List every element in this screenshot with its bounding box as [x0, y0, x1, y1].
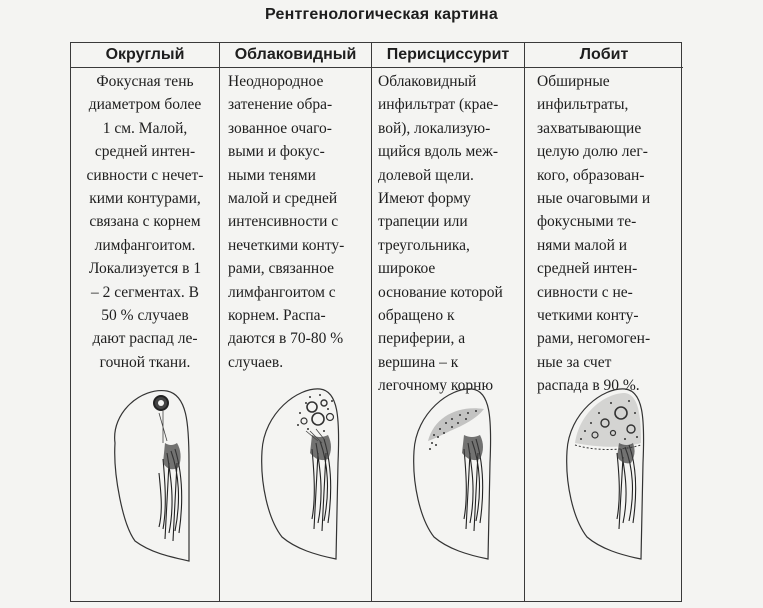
text-line: интенсивности с [228, 213, 339, 231]
text-line: треугольника, [378, 236, 470, 254]
column-header: Лобит [525, 43, 683, 68]
text-line: случаев. [228, 353, 284, 371]
text-line: инфильтрат (крае- [378, 96, 499, 114]
text-line: инфильтраты, [537, 96, 629, 114]
text-line: выми и фокус- [228, 143, 325, 161]
text-line: Неоднородное [228, 73, 324, 90]
text-line: целую долю лег- [537, 143, 648, 161]
text-line: легочному корню [378, 377, 494, 395]
text-line: периферии, а [378, 330, 466, 348]
column-header: Перисциссурит [372, 43, 524, 68]
text-line: ные очаговыми и [537, 190, 651, 208]
text-line: фокусными те- [537, 213, 637, 231]
text-line: даются в 70-80 % [228, 330, 344, 348]
text-line: корнем. Распа- [228, 307, 326, 325]
lung-sketch-lobitis [525, 373, 683, 583]
lung-sketch-perisscissuritis [372, 373, 525, 583]
text-line: основание которой [378, 283, 503, 301]
text-line: Облаковидный [378, 73, 477, 90]
text-line: сивности с нечет- [86, 166, 204, 184]
text-line: 50 % случаев [101, 307, 189, 325]
text-line: захватывающие [537, 119, 642, 137]
text-line: кого, образован- [537, 166, 645, 184]
text-line: распада в 90 %. [537, 377, 640, 395]
text-line: нями малой и [537, 236, 628, 254]
text-line: нечеткими конту- [228, 236, 345, 254]
page-title: Рентгенологическая картина [265, 6, 498, 23]
lung-sketch-cloud [220, 373, 372, 583]
text-line: Обширные [537, 73, 610, 90]
column-description [525, 68, 683, 398]
text-line: лимфангоитом. [94, 236, 196, 254]
text-line: 1 см. Малой, [102, 119, 188, 137]
text-line: вершина – к [378, 353, 459, 371]
text-line: гочной ткани. [99, 353, 191, 371]
lung-sketch-round [71, 383, 220, 583]
text-line: Локализуется в 1 [88, 260, 202, 278]
text-line: щийся вдоль меж- [378, 143, 499, 161]
column-cloud [220, 43, 372, 601]
column-description [372, 68, 524, 398]
text-line: кими контурами, [89, 190, 201, 208]
text-line: – 2 сегментах. В [90, 283, 199, 301]
column-lobitis [525, 43, 683, 601]
column-description [71, 68, 219, 374]
text-line: дают распад ле- [92, 330, 198, 348]
text-line: средней интен- [537, 260, 638, 278]
text-line: рами, связанное [228, 260, 335, 278]
xray-table [70, 42, 682, 602]
column-perisscissuritis [372, 43, 525, 601]
text-line: трапеции или [378, 213, 468, 231]
text-line: лимфангоитом с [228, 283, 336, 301]
column-header: Облаковидный [220, 43, 371, 68]
text-line: вой), локализую- [378, 119, 491, 137]
text-line: Фокусная тень [96, 73, 194, 90]
text-line: затенение обра- [228, 96, 333, 114]
text-line: связана с корнем [89, 213, 201, 231]
text-line: ными тенями [228, 166, 316, 184]
text-line: зованное очаго- [228, 119, 332, 137]
text-line: диаметром более [88, 96, 202, 114]
column-description [220, 68, 371, 374]
text-line: долевой щели. [378, 166, 474, 184]
text-line: широкое [378, 260, 436, 278]
text-line: ные за счет [537, 353, 612, 371]
text-line: средней интен- [94, 143, 196, 161]
text-line: сивности с не- [537, 283, 633, 301]
text-line: рами, негомоген- [537, 330, 651, 348]
column-header: Округлый [71, 43, 219, 68]
text-line: Имеют форму [378, 190, 471, 208]
text-line: малой и средней [228, 190, 338, 208]
column-round [71, 43, 220, 601]
text-line: обращено к [378, 307, 455, 325]
text-line: четкими конту- [537, 307, 639, 325]
